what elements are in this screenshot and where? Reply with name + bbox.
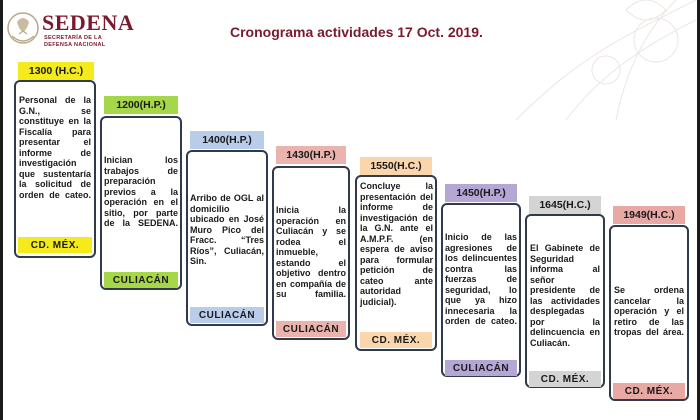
event-1-location: CD. MÉX. [18, 237, 92, 253]
page-title: Cronograma actividades 17 Oct. 2019. [230, 24, 483, 40]
event-2-location: CULIACÁN [104, 272, 178, 288]
event-8-description: Se ordena cancelar la operación y el retiro de las tropas del área. [614, 285, 684, 337]
event-6-description: Inicio de las agresiones de los delincuentes contra las fuerzas de seguridad, lo que ya hizo innecesaria la orden de cateo. [445, 232, 517, 326]
event-4-time-hp: 1430(H.P.) [276, 146, 346, 164]
event-7-description: El Gabinete de Seguridad informa al señor presidente de las actividades desplegadas por la delincuencia en Culiacán. [530, 243, 600, 348]
logo-subtitle-line-2: DEFENSA NACIONAL [44, 42, 106, 48]
event-6-time-hp: 1450(H.P.) [445, 184, 517, 202]
event-2-time-hp: 1200(H.P.) [104, 96, 178, 114]
event-8-location: CD. MÉX. [613, 383, 685, 399]
event-8-time-hc: 1949(H.C.) [613, 206, 685, 224]
logo-subtitle [44, 35, 105, 49]
event-4-location: CULIACÁN [276, 321, 346, 337]
event-1-description: Personal de la G.N., se constituye en la Fiscalía para presentar el informe de investigación que sustentaría la solicitud de orden de cateo. [19, 95, 91, 200]
event-5-time-hc: 1550(H.C.) [360, 157, 432, 175]
logo-subtitle-line-1: SECRETARÍA DE LA [44, 35, 102, 41]
logo-title: SEDENA [42, 10, 135, 35]
event-3-time-hp: 1400(H.P.) [190, 131, 264, 149]
event-1-time-hc: 1300 (H.C.) [18, 62, 94, 80]
event-7-time-hc: 1645(H.C.) [529, 196, 601, 214]
event-3-location: CULIACÁN [190, 307, 264, 323]
decorative-ornament [396, 0, 696, 120]
national-seal-icon [6, 8, 40, 48]
event-5-description: Concluye la presentación del informe de investigación de la G.N. ante el A.M.P.F. (en espera de aviso para formular petición de cateo ante autoridad judicial). [360, 181, 433, 307]
sedena-logo [6, 6, 146, 52]
event-6-location: CULIACÁN [445, 360, 517, 376]
event-5-location: CD. MÉX. [360, 332, 432, 348]
event-4-description: Inicia la operación en Culiacán y se rodea el inmueble, estando el objetivo dentro en compañía de su familia. [276, 205, 346, 299]
event-3-description: Arribo de OGL al domicilio ubicado en José Muro Pico del Fracc. “Tres Ríos”, Culiacán, Sin. [190, 193, 264, 266]
left-frame-edge [0, 0, 3, 420]
event-7-location: CD. MÉX. [529, 371, 601, 387]
event-2-description: Inician los trabajos de preparación previos a la operación en el sitio, por parte de la SEDENA. [104, 155, 178, 228]
